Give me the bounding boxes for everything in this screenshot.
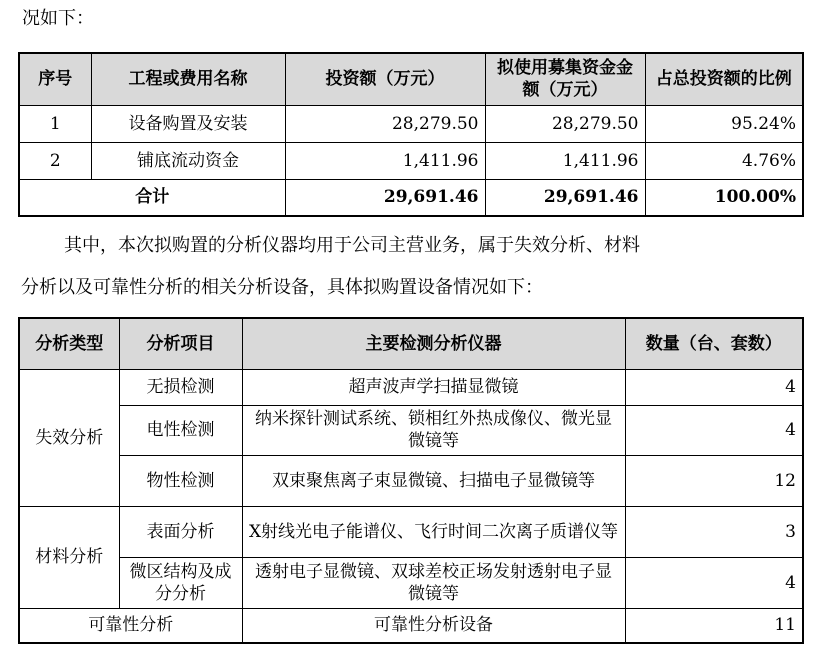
item-name: 铺底流动资金 [91,142,285,179]
equipment-table [18,317,804,644]
quantity-cell: 3 [625,506,803,557]
table-header-row [19,318,803,369]
investment-amount: 1,411.96 [285,142,485,179]
total-label: 合计 [19,179,285,216]
header-cell: 占总投资额的比例 [645,53,803,105]
table-row [19,142,803,179]
row-number: 1 [19,105,91,142]
total-investment: 29,691.46 [285,179,485,216]
table-row [19,557,803,608]
quantity-cell: 11 [625,608,803,643]
item-cell: 无损检测 [119,369,242,405]
header-cell: 主要检测分析仪器 [242,318,625,369]
category-cell: 失效分析 [19,369,119,506]
item-cell: 物性检测 [119,455,242,506]
ratio: 95.24% [645,105,803,142]
paragraph-line-2: 分析以及可靠性分析的相关分析设备，具体拟购置设备情况如下： [21,277,543,298]
header-cell: 工程或费用名称 [91,53,285,105]
row-number: 2 [19,142,91,179]
quantity-cell: 12 [625,455,803,506]
quantity-cell: 4 [625,405,803,455]
total-row [19,179,803,216]
table-row [19,405,803,455]
category-cell: 可靠性分析 [19,608,242,643]
intro-line: 况如下： [22,8,94,29]
header-cell: 分析项目 [119,318,242,369]
instrument-cell: X射线光电子能谱仪、飞行时间二次离子质谱仪等 [242,506,625,557]
quantity-cell: 4 [625,369,803,405]
table-row [19,455,803,506]
header-cell: 序号 [19,53,91,105]
item-name: 设备购置及安装 [91,105,285,142]
header-cell: 数量（台、套数） [625,318,803,369]
paragraph-line-1: 其中，本次拟购置的分析仪器均用于公司主营业务，属于失效分析、材料 [64,235,640,256]
total-ratio: 100.00% [645,179,803,216]
table-row [19,105,803,142]
ratio: 4.76% [645,142,803,179]
raised-amount: 1,411.96 [485,142,645,179]
quantity-cell: 4 [625,557,803,608]
category-cell: 材料分析 [19,506,119,608]
item-cell: 电性检测 [119,405,242,455]
raised-amount: 28,279.50 [485,105,645,142]
instrument-cell: 双束聚焦离子束显微镜、扫描电子显微镜等 [242,455,625,506]
item-cell: 微区结构及成分分析 [119,557,242,608]
instrument-cell: 超声波声学扫描显微镜 [242,369,625,405]
table-row [19,506,803,557]
table-row [19,608,803,643]
table-row [19,369,803,405]
header-cell: 投资额（万元） [285,53,485,105]
investment-table [18,52,804,217]
total-raised: 29,691.46 [485,179,645,216]
instrument-cell: 纳米探针测试系统、锁相红外热成像仪、微光显微镜等 [242,405,625,455]
instrument-cell: 透射电子显微镜、双球差校正场发射透射电子显微镜等 [242,557,625,608]
instrument-cell: 可靠性分析设备 [242,608,625,643]
header-cell: 分析类型 [19,318,119,369]
item-cell: 表面分析 [119,506,242,557]
table-header-row [19,53,803,105]
header-cell: 拟使用募集资金金额（万元） [485,53,645,105]
investment-amount: 28,279.50 [285,105,485,142]
